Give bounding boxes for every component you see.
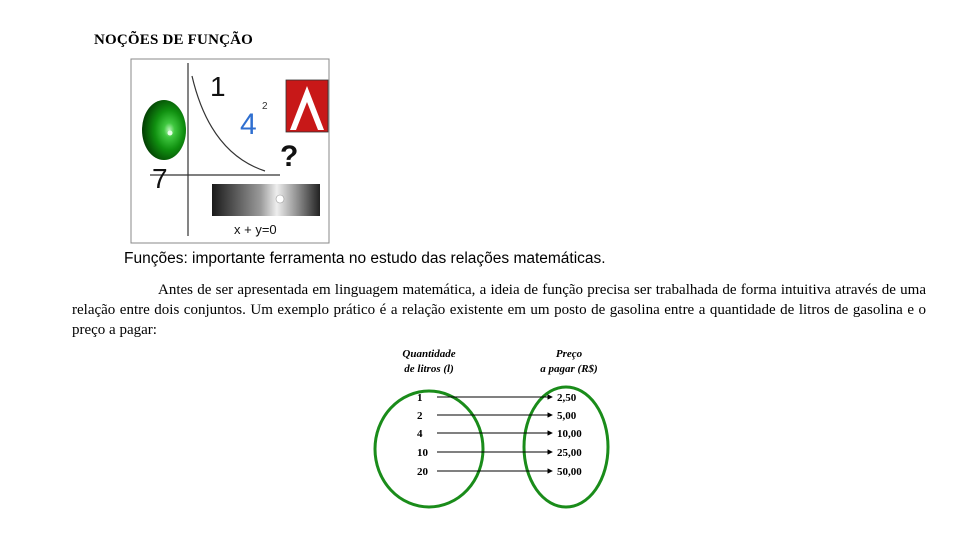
illustration-caption: Funções: importante ferramenta no estudo das relações matemáticas. — [124, 250, 606, 267]
preco-value: 10,00 — [557, 428, 582, 440]
litros-value: 1 — [417, 392, 423, 404]
page-title: NOÇÕES DE FUNÇÃO — [94, 32, 254, 48]
preco-value: 5,00 — [557, 410, 577, 422]
number-one: 1 — [210, 71, 226, 102]
domain-set — [375, 391, 483, 507]
preco-value: 50,00 — [557, 466, 582, 478]
equation-label: x + y=0 — [234, 222, 277, 237]
litros-value: 10 — [417, 447, 428, 459]
litros-value: 2 — [417, 410, 423, 422]
left-header-line1: Quantidade — [402, 348, 456, 360]
superscript-two: 2 — [262, 101, 268, 112]
body-paragraph: Antes de ser apresentada em linguagem matemática, a ideia de função precisa ser trabalhada de forma intuitiva através de uma relação entre dois conjuntos. Um exemplo prático é a relação existente em um posto de gasolina entre a quantidade de litros de gasolina e o preço a pagar: — [72, 282, 926, 338]
litros-value: 20 — [417, 466, 428, 478]
right-header-line1: Preço — [555, 348, 583, 360]
functions-illustration — [130, 58, 330, 244]
question-mark: ? — [280, 140, 299, 173]
preco-value: 2,50 — [557, 392, 577, 404]
left-header-line2: de litros (l) — [404, 363, 454, 375]
litros-value: 4 — [417, 428, 423, 440]
mapping-diagram — [365, 345, 615, 515]
preco-value: 25,00 — [557, 447, 582, 459]
gray-gradient-bar — [212, 184, 320, 216]
right-header-line2: a pagar (R$) — [540, 363, 598, 375]
number-four: 4 — [240, 108, 257, 141]
number-seven: 7 — [152, 163, 168, 194]
green-sphere — [142, 100, 186, 160]
